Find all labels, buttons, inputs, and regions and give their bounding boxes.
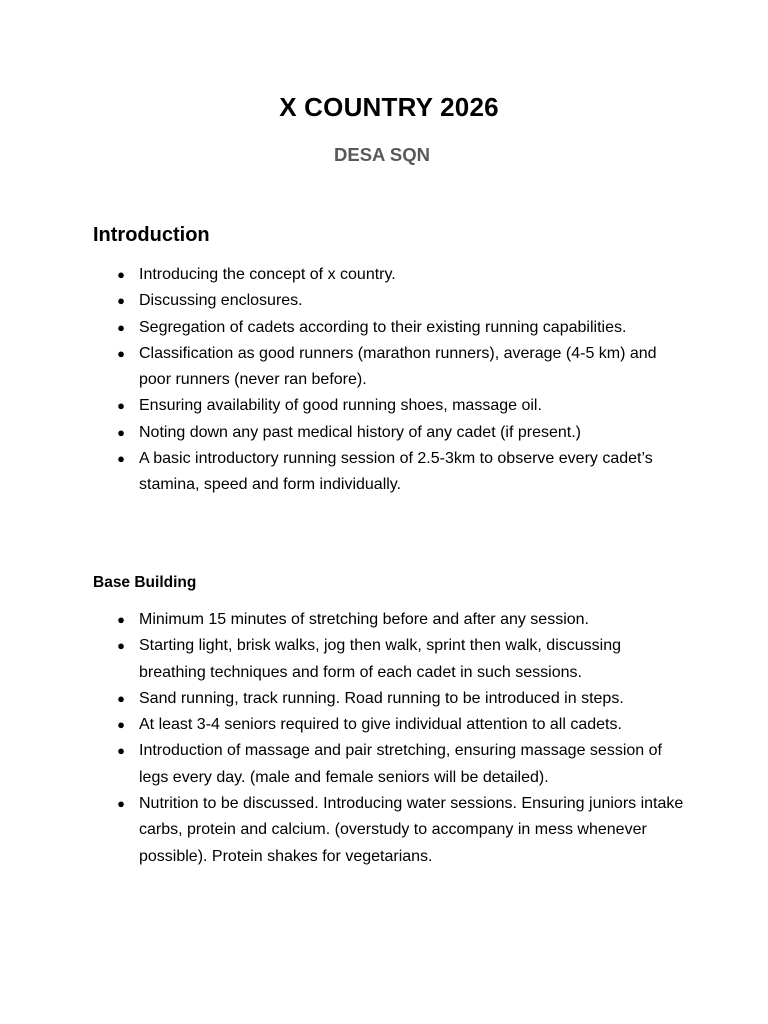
bullet-icon: ● <box>117 319 125 335</box>
list-item <box>0 607 684 633</box>
bullet-icon: ● <box>117 612 125 627</box>
list-item <box>0 446 684 499</box>
bullet-icon: ● <box>117 717 125 733</box>
list-item <box>0 341 684 394</box>
list-item-text: Nutrition to be discussed. Introducing water sessions. Ensuring juniors intake carbs, protein and calcium. (overstudy to accompany in mess whenever possible). Protein shakes for vegetarians. <box>139 795 684 865</box>
bullet-icon: ● <box>117 451 125 467</box>
list-item-text: Ensuring availability of good running shoes, massage oil. <box>139 397 542 415</box>
list-item-text: Discussing enclosures. <box>139 292 303 310</box>
list-item-text: Starting light, brisk walks, jog then walk, sprint then walk, discussing breathing techniques and form of each cadet in such sessions. <box>139 637 621 681</box>
bullet-icon: ● <box>117 424 125 440</box>
list-item-text: Segregation of cadets according to their existing running capabilities. <box>139 318 627 336</box>
introduction-list <box>0 262 684 499</box>
list-item <box>0 712 684 738</box>
base-building-list <box>0 607 684 870</box>
list-item <box>0 262 684 288</box>
list-item <box>0 791 684 870</box>
introduction-heading: Introduction <box>93 224 210 246</box>
bullet-icon: ● <box>117 743 125 759</box>
list-item-text: Minimum 15 minutes of stretching before and after any session. <box>139 611 589 628</box>
list-item-text: Sand running, track running. Road running to be introduced in steps. <box>139 689 624 707</box>
base-building-heading: Base Building <box>93 574 197 591</box>
list-item-text: At least 3-4 seniors required to give individual attention to all cadets. <box>139 716 622 734</box>
list-item <box>0 393 684 419</box>
list-item <box>0 315 684 341</box>
bullet-icon: ● <box>117 690 125 706</box>
list-item <box>0 686 684 712</box>
list-item <box>0 633 684 686</box>
bullet-icon: ● <box>117 638 125 654</box>
bullet-icon: ● <box>117 267 125 282</box>
list-item-text: Introducing the concept of x country. <box>139 266 396 283</box>
list-item <box>0 738 684 791</box>
list-item-text: Introduction of massage and pair stretching, ensuring massage session of legs every day. (male and female seniors will be detailed). <box>139 742 662 786</box>
list-item-text: A basic introductory running session of 2.5-3km to observe every cadet’s stamina, speed and form individually. <box>139 450 653 494</box>
list-item-text: Classification as good runners (marathon runners), average (4-5 km) and poor runners (never ran before). <box>139 344 657 389</box>
bullet-icon: ● <box>117 398 125 414</box>
bullet-icon: ● <box>117 345 125 361</box>
document-subtitle: DESA SQN <box>334 144 430 165</box>
list-item <box>0 420 684 446</box>
bullet-icon: ● <box>117 796 125 812</box>
list-item <box>0 288 684 314</box>
document-title: X COUNTRY 2026 <box>279 92 499 122</box>
list-item-text: Noting down any past medical history of any cadet (if present.) <box>139 423 581 441</box>
bullet-icon: ● <box>117 293 125 309</box>
